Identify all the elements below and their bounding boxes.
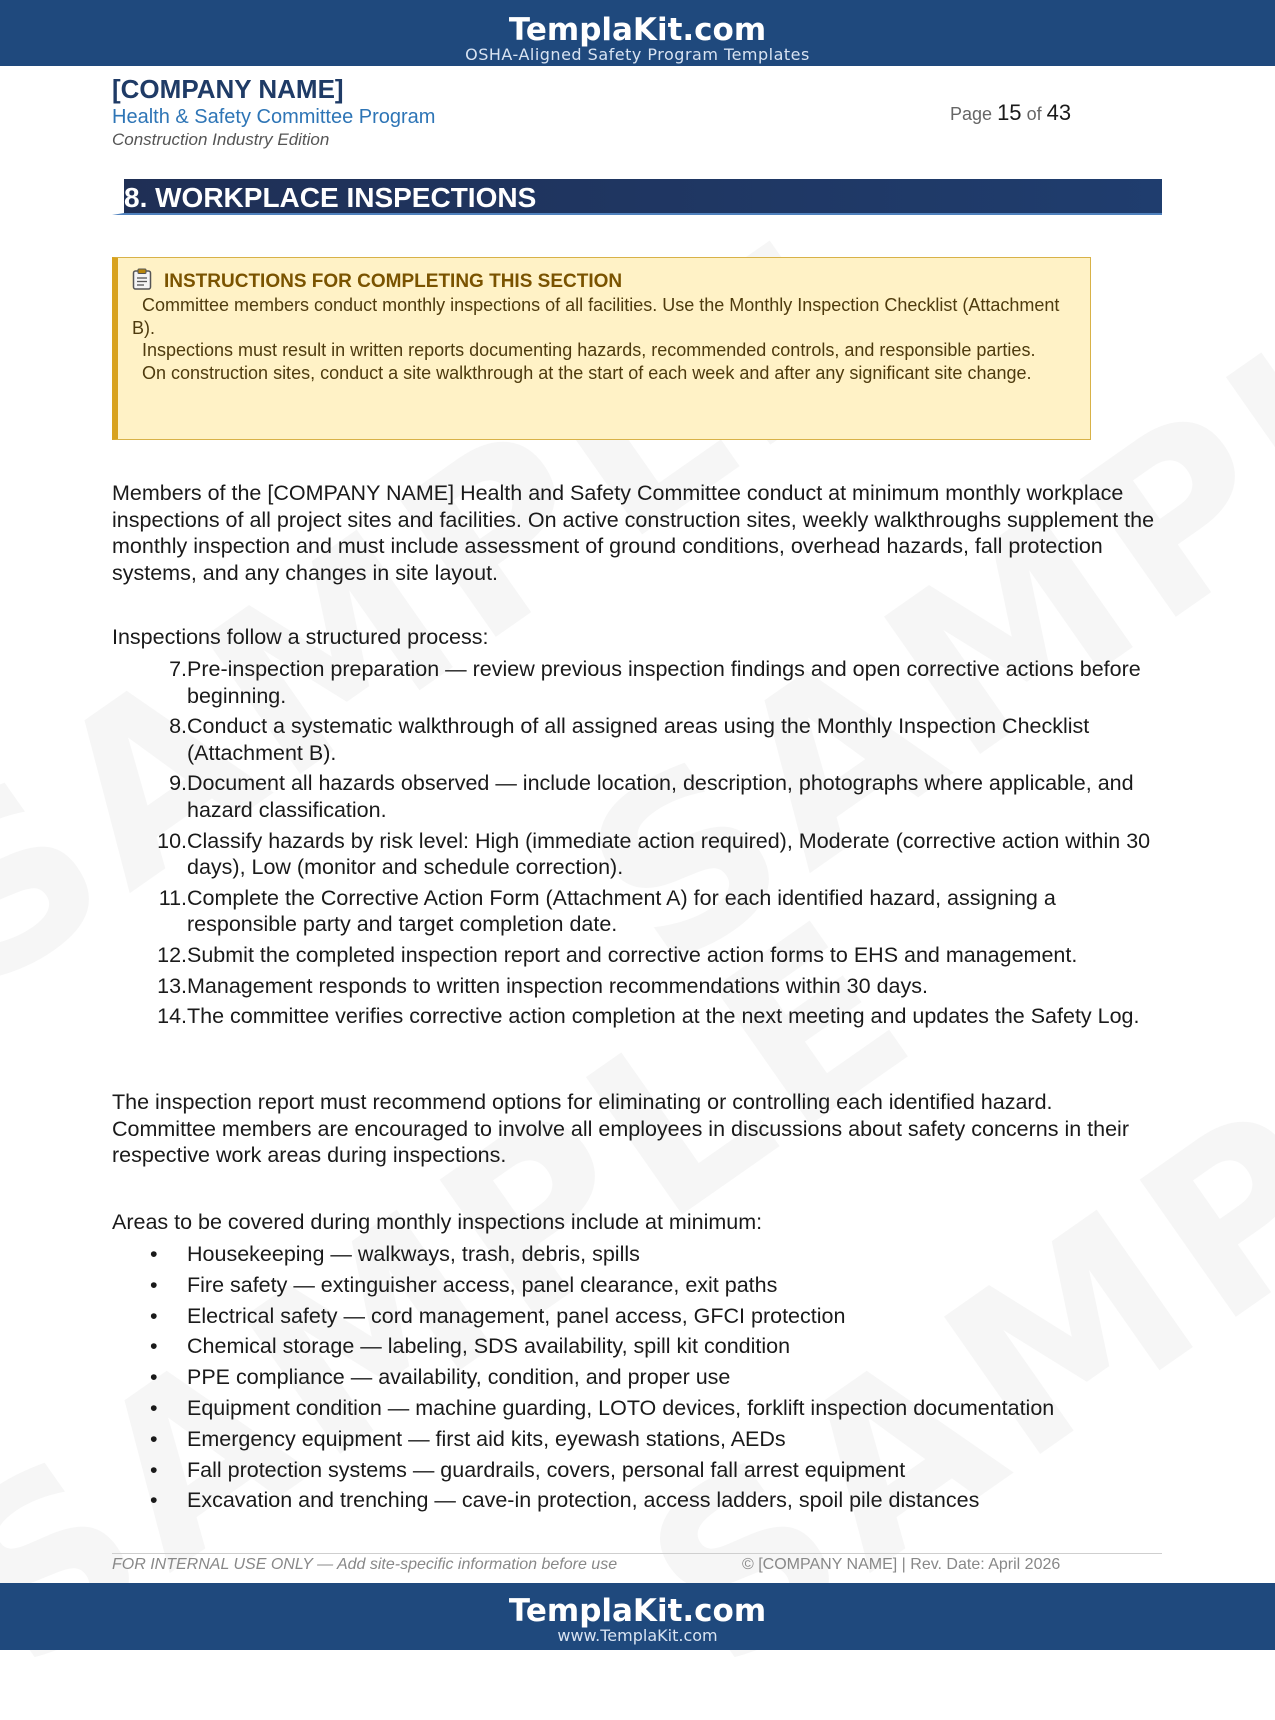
step-text: Document all hazards observed — include location, description, photographs where applicable, and hazard classification. xyxy=(187,771,1134,822)
list-item xyxy=(112,1364,1162,1391)
list-item xyxy=(112,885,1162,938)
step-text: Submit the completed inspection report and corrective action forms to EHS and management. xyxy=(187,942,1078,967)
bullet: • xyxy=(150,1365,158,1390)
footer-copyright: © [COMPANY NAME] | Rev. Date: April 2026 xyxy=(742,1556,1061,1573)
step-text: Complete the Corrective Action Form (Attachment A) for each identified hazard, assigning a responsible party and target completion date. xyxy=(187,885,1056,937)
inspection-steps-list xyxy=(112,656,1162,1034)
step-text: Classify hazards by risk level: High (immediate action required), Moderate (corrective action within 30 days), Low (monitor and schedule correction). xyxy=(187,828,1151,880)
step-number: 10. xyxy=(157,828,187,853)
list-item xyxy=(112,1487,1162,1514)
inspection-areas-list xyxy=(112,1241,1162,1518)
clipboard-icon xyxy=(132,268,152,290)
instructions-title xyxy=(132,268,1072,294)
page-total: 43 xyxy=(1046,100,1072,125)
intro-paragraph: Members of the [COMPANY NAME] Health and Safety Committee conduct at minimum monthly workplace inspections of all project sites and facilities. On active construction sites, weekly walkthroughs supplement the monthly inspection and must include assessment of ground conditions, overhead hazards, fall protection systems, and any changes in site layout. xyxy=(112,481,1155,585)
brand-tagline: OSHA-Aligned Safety Program Templates xyxy=(465,45,810,64)
step-text: Conduct a systematic walkthrough of all assigned areas using the Monthly Inspection Checklist (Attachment B). xyxy=(187,714,1090,765)
footer-divider xyxy=(112,1553,1162,1554)
company-name: [COMPANY NAME] xyxy=(112,74,344,104)
brand-title: TemplaKit.com xyxy=(508,1593,767,1629)
list-item xyxy=(112,1457,1162,1484)
list-item xyxy=(112,828,1162,881)
list-item xyxy=(112,973,1162,1000)
list-item xyxy=(112,1303,1162,1330)
section-title: 8. WORKPLACE INSPECTIONS xyxy=(124,182,537,213)
list-item xyxy=(112,1003,1162,1030)
top-banner xyxy=(0,0,1275,66)
area-text: Chemical storage — labeling, SDS availability, spill kit condition xyxy=(187,1334,791,1359)
list-item xyxy=(112,1272,1162,1299)
page-label: Page xyxy=(950,104,993,124)
area-text: Fall protection systems — guardrails, covers, personal fall arrest equipment xyxy=(187,1457,906,1482)
step-number: 11. xyxy=(158,885,187,910)
instructions-box xyxy=(112,257,1091,440)
step-number: 9. xyxy=(169,771,187,796)
report-paragraph: The inspection report must recommend options for eliminating or controlling each identified hazard. Committee members are encouraged to involve all employees in discussions about safety concerns in their respective work areas during inspections. xyxy=(112,1090,1129,1167)
page-number xyxy=(950,100,1071,126)
bullet: • xyxy=(150,1488,158,1513)
bullet: • xyxy=(150,1457,158,1482)
list-item xyxy=(112,656,1162,709)
area-text: Housekeeping — walkways, trash, debris, spills xyxy=(187,1242,640,1266)
area-text: Electrical safety — cord management, panel access, GFCI protection xyxy=(187,1303,846,1328)
area-text: Excavation and trenching — cave-in protection, access ladders, spoil pile distances xyxy=(187,1488,980,1513)
step-text: Pre-inspection preparation — review previous inspection findings and open corrective actions before beginning. xyxy=(187,657,1141,708)
section-heading xyxy=(112,179,1162,215)
bullet: • xyxy=(150,1303,158,1328)
areas-intro: Areas to be covered during monthly inspections include at minimum: xyxy=(112,1210,763,1234)
instruction-line: On construction sites, conduct a site walkthrough at the start of each week and after any significant site change. xyxy=(142,362,1032,383)
instruction-line: Inspections must result in written reports documenting hazards, recommended controls, and responsible parties. xyxy=(142,340,1036,360)
instruction-line: Committee members conduct monthly inspections of all facilities. Use the Monthly Inspection Checklist (Attachment B). xyxy=(132,295,1060,338)
brand-title: TemplaKit.com xyxy=(508,12,767,48)
list-item xyxy=(112,1241,1162,1268)
brand-url[interactable]: www.TemplaKit.com xyxy=(557,1626,718,1645)
step-number: 8. xyxy=(169,714,187,739)
document-header xyxy=(112,74,435,150)
bottom-banner xyxy=(0,1583,1275,1650)
page-of: of xyxy=(1026,104,1042,124)
bullet: • xyxy=(150,1395,158,1420)
step-text: The committee verifies corrective action completion at the next meeting and updates the Safety Log. xyxy=(187,1004,1140,1029)
bullet: • xyxy=(150,1426,158,1451)
list-item xyxy=(112,1426,1162,1453)
list-item xyxy=(112,713,1162,766)
step-number: 14. xyxy=(157,1004,187,1029)
step-number: 12. xyxy=(157,942,187,967)
area-text: Fire safety — extinguisher access, panel clearance, exit paths xyxy=(187,1272,778,1297)
bullet: • xyxy=(150,1334,158,1359)
list-item xyxy=(112,1395,1162,1422)
step-number: 7. xyxy=(169,657,187,681)
area-text: Equipment condition — machine guarding, LOTO devices, forklift inspection documentation xyxy=(187,1395,1055,1420)
step-text: Management responds to written inspection recommendations within 30 days. xyxy=(187,973,928,998)
program-name: Health & Safety Committee Program xyxy=(112,106,436,128)
list-item xyxy=(112,770,1162,823)
bullet: • xyxy=(150,1272,158,1297)
bullet: • xyxy=(150,1242,158,1266)
footer-notice: FOR INTERNAL USE ONLY — Add site-specific information before use xyxy=(112,1556,618,1573)
page-current: 15 xyxy=(997,100,1022,125)
instructions-heading: INSTRUCTIONS FOR COMPLETING THIS SECTION xyxy=(164,271,623,292)
area-text: Emergency equipment — first aid kits, eyewash stations, AEDs xyxy=(187,1426,786,1451)
list-item xyxy=(112,942,1162,969)
list-item xyxy=(112,1333,1162,1360)
process-intro: Inspections follow a structured process: xyxy=(112,625,489,649)
step-number: 13. xyxy=(157,973,187,998)
edition-label: Construction Industry Edition xyxy=(112,130,330,149)
area-text: PPE compliance — availability, condition, and proper use xyxy=(187,1365,731,1390)
